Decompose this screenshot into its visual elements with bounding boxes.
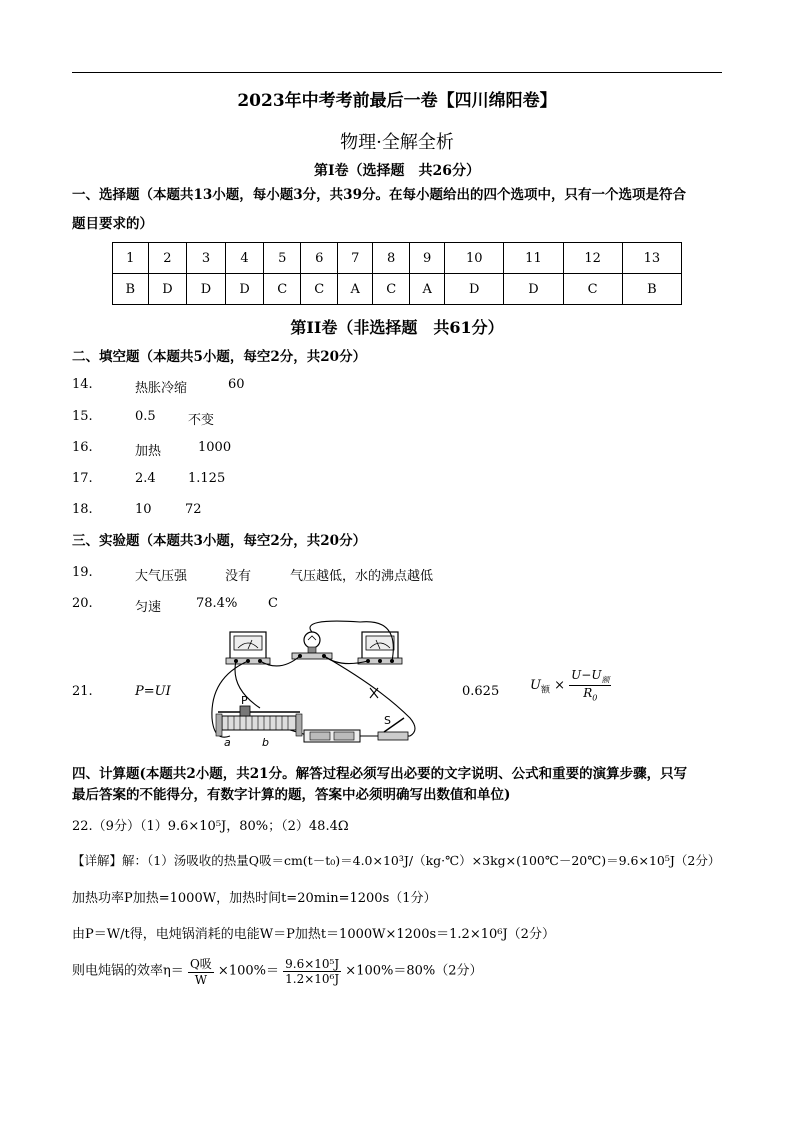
q19-answer-c: 气压越低，水的沸点越低 — [290, 569, 434, 584]
q21-answer-b: 0.625 — [462, 684, 500, 699]
fill-item-answer-a: 加热 — [135, 444, 162, 459]
circuit-diagram — [200, 618, 440, 754]
fill-item-answer-b: 60 — [228, 377, 245, 392]
answer-table-answers-row — [113, 274, 682, 305]
fill-item-answer-b: 1000 — [198, 440, 232, 455]
q22-detail-1: 【详解】解：（1）汤吸收的热量Q吸＝cm(t－t₀)＝4.0×10³J/（kg·℃）×3kg×(100℃－20℃)＝9.6×10⁵J（2分） — [72, 853, 721, 868]
q21-expr-u: U — [530, 677, 541, 693]
q22-fraction1-denominator: W — [194, 973, 208, 987]
q22-summary: 22.（9分）（1）9.6×10⁵J，80%；（2）48.4Ω — [72, 819, 349, 834]
answer-table-answer-cell: D — [445, 274, 504, 305]
answer-table-answer-cell: D — [148, 274, 187, 305]
q19-answer-a: 大气压强 — [135, 569, 188, 584]
q22-fraction2-denominator: 1.2×10⁶J — [285, 971, 340, 986]
ammeter-icon — [226, 632, 270, 664]
fill-item-number: 17. — [72, 471, 93, 486]
fill-item-answer-a: 热胀冷缩 — [135, 381, 188, 396]
q22-detail-4-post: ×100%＝80%（2分） — [345, 963, 483, 979]
answer-table-answer-cell: B — [113, 274, 149, 305]
answer-table-answer-cell: B — [622, 274, 681, 305]
rheostat-label-p: P — [241, 694, 248, 707]
q22-fraction1-numerator: Q吸 — [189, 957, 212, 971]
fill-item-number: 16. — [72, 440, 93, 455]
q20-answer-a: 匀速 — [135, 600, 162, 615]
answer-table-number-cell: 5 — [264, 243, 301, 274]
part2-title: 第II卷（非选择题 共61分） — [290, 318, 504, 337]
q21-expression — [530, 668, 611, 703]
q21-expr-numerator: U−U — [571, 668, 602, 682]
fill-item-answer-a: 10 — [135, 502, 152, 517]
answer-table-number-cell: 9 — [410, 243, 445, 274]
answer-table-answer-cell: A — [338, 274, 373, 305]
header-rule — [72, 72, 722, 73]
section1-heading-line2: 题目要求的） — [72, 216, 153, 232]
fill-item-answer-b: 72 — [185, 502, 202, 517]
answer-table-number-cell: 1 — [113, 243, 149, 274]
q21-expr-u-sub: 额 — [540, 685, 550, 696]
q22-detail-4 — [72, 955, 483, 987]
q20-answer-c: C — [268, 596, 278, 611]
answer-table-answer-cell: D — [225, 274, 264, 305]
answer-table-answer-cell: A — [410, 274, 445, 305]
answer-table-number-cell: 8 — [373, 243, 410, 274]
q22-detail-4-pre: 则电炖锅的效率η＝ — [72, 963, 184, 979]
answer-table-number-cell: 13 — [622, 243, 681, 274]
fill-item-number: 15. — [72, 409, 93, 424]
answer-table-answer-cell: D — [187, 274, 226, 305]
section1-heading-line1: 一、选择题（本题共13小题，每小题3分，共39分。在每小题给出的四个选项中，只有一个选项是符合 — [72, 187, 686, 203]
answer-table-number-cell: 3 — [187, 243, 226, 274]
answer-table-number-cell: 11 — [504, 243, 563, 274]
voltmeter-icon — [358, 632, 402, 664]
section4-heading-line2: 最后答案的不能得分，有数字计算的题，答案中必须明确写出数值和单位) — [72, 787, 511, 803]
q21-expr-numerator-sub: 额 — [601, 675, 610, 685]
answer-table-number-cell: 4 — [225, 243, 264, 274]
part1-title: 第I卷（选择题 共26分） — [313, 163, 481, 179]
answer-table-numbers-row — [113, 243, 682, 274]
answer-table — [112, 242, 682, 305]
q21-expr-denominator: R — [583, 686, 593, 701]
section4-heading-line1: 四、计算题(本题共2小题，共21分。解答过程必须写出必要的文字说明、公式和重要的演算步骤，只写 — [72, 766, 688, 782]
q19-answer-b: 没有 — [225, 569, 252, 584]
rheostat-icon — [216, 706, 302, 736]
fill-item-number: 14. — [72, 377, 93, 392]
fill-item-answer-a: 2.4 — [135, 471, 156, 486]
fill-item-number: 18. — [72, 502, 93, 517]
rheostat-label-b: b — [262, 736, 269, 749]
q22-detail-2: 加热功率P加热=1000W，加热时间t=20min=1200s（1分） — [72, 891, 437, 906]
q21-number: 21. — [72, 684, 93, 699]
answer-table-number-cell: 12 — [563, 243, 622, 274]
q21-expr-denominator-sub: 0 — [592, 693, 598, 703]
answer-table-number-cell: 7 — [338, 243, 373, 274]
q20-answer-b: 78.4% — [196, 596, 238, 611]
q21-answer-a: P=UI — [135, 684, 171, 699]
fill-item-answer-b: 不变 — [188, 413, 215, 428]
rheostat-label-a: a — [224, 736, 231, 749]
bulb-icon — [292, 632, 332, 659]
q21-expr-times: × — [554, 677, 566, 693]
q22-detail-4-mid: ×100%＝ — [217, 963, 279, 979]
answer-table-answer-cell: D — [504, 274, 563, 305]
answer-table-answer-cell: C — [373, 274, 410, 305]
fill-item-answer-a: 0.5 — [135, 409, 156, 424]
answer-table-answer-cell: C — [301, 274, 338, 305]
switch-label-s: S — [384, 714, 391, 727]
fill-item-answer-b: 1.125 — [188, 471, 226, 486]
section2-heading: 二、填空题（本题共5小题，每空2分，共20分） — [72, 349, 367, 365]
answer-table-answer-cell: C — [563, 274, 622, 305]
q22-fraction2-numerator: 9.6×10⁵J — [285, 956, 340, 971]
answer-table-number-cell: 10 — [445, 243, 504, 274]
answer-table-number-cell: 6 — [301, 243, 338, 274]
switch-icon — [378, 718, 408, 740]
q21-expr-fraction — [569, 668, 611, 703]
q19-number: 19. — [72, 565, 93, 580]
page-title: 2023年中考考前最后一卷【四川绵阳卷】 — [237, 91, 557, 111]
answer-table-number-cell: 2 — [148, 243, 187, 274]
battery-icon — [304, 730, 360, 742]
page-subtitle: 物理·全解全析 — [340, 132, 454, 153]
q22-detail-3: 由P＝W/t得，电炖锅消耗的电能W＝P加热t＝1000W×1200s＝1.2×10⁶J（2分） — [72, 927, 555, 942]
answer-table-answer-cell: C — [264, 274, 301, 305]
section3-heading: 三、实验题（本题共3小题，每空2分，共20分） — [72, 533, 367, 549]
q20-number: 20. — [72, 596, 93, 611]
